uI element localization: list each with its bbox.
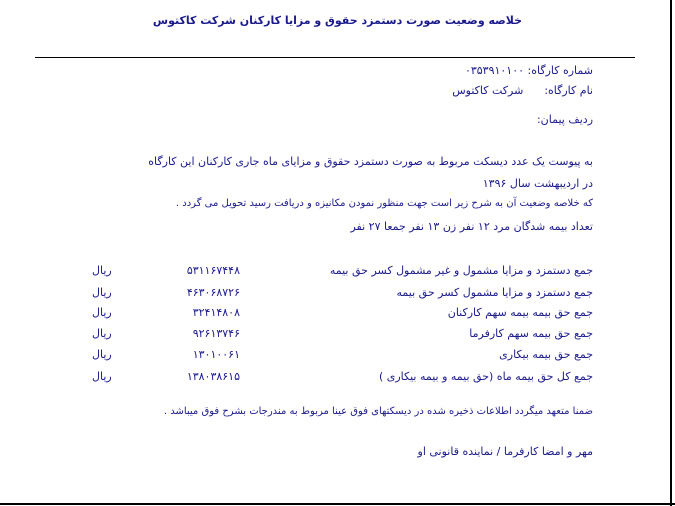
total-label: جمع کل حق بیمه ماه (حق بیمه و بیمه بیکاری ) bbox=[378, 370, 593, 383]
total-label: جمع دستمزد و مزایا مشمول کسر حق بیمه bbox=[396, 286, 593, 299]
total-unit: ریال bbox=[92, 327, 112, 340]
attachment-line-2: در اردیبهشت سال ۱۳۹۶ bbox=[482, 177, 593, 190]
insured-count: تعداد بیمه شدگان مرد ۱۲ نفر زن ۱۳ نفر جمعا ۲۷ نفر bbox=[350, 220, 593, 233]
contract-row-label: ردیف پیمان: bbox=[536, 113, 593, 126]
total-unit: ریال bbox=[92, 286, 112, 299]
total-value: ۱۳۰۱۰۰۶۱ bbox=[192, 348, 240, 361]
total-unit: ریال bbox=[92, 264, 112, 277]
total-value: ۵۳۱۱۶۷۴۴۸ bbox=[186, 264, 240, 277]
total-value: ۱۳۸۰۳۸۶۱۵ bbox=[186, 370, 240, 383]
total-label: جمع دستمزد و مزایا مشمول و غیر مشمول کسر حق بیمه bbox=[329, 264, 593, 277]
workshop-name-label: نام کارگاه: bbox=[544, 84, 593, 97]
total-label: جمع حق بیمه بیکاری bbox=[499, 348, 593, 361]
title-divider bbox=[35, 57, 635, 58]
workshop-name-row bbox=[452, 84, 593, 97]
total-unit: ریال bbox=[92, 370, 112, 383]
total-value: ۴۶۳۰۶۸۷۲۶ bbox=[186, 286, 240, 299]
total-unit: ریال bbox=[92, 306, 112, 319]
document-title: خلاصه وضعیت صورت دستمزد حقوق و مزایا کارکنان شرکت کاکتوس bbox=[152, 14, 523, 27]
commitment-note: ضمنا متعهد میگردد اطلاعات ذخیره شده در دیسکتهای فوق عینا مربوط به مندرجات بشرح فوق میباشد . bbox=[163, 406, 593, 417]
total-label: جمع حق بیمه سهم کارفرما bbox=[469, 327, 593, 340]
total-label: جمع حق بیمه بیمه سهم کارکنان bbox=[447, 306, 593, 319]
page-frame-right bbox=[670, 0, 672, 506]
attachment-line-1: به پیوست یک عدد دیسکت مربوط به صورت دستمزد حقوق و مزایای ماه جاری کارکنان این کارگاه bbox=[148, 155, 593, 168]
workshop-number-label: شماره کارگاه: bbox=[527, 64, 593, 77]
signature-line: مهر و امضا کارفرما / نماینده قانونی او bbox=[417, 445, 593, 458]
total-value: ۳۲۴۱۴۸۰۸ bbox=[192, 306, 240, 319]
workshop-number-value: ۰۳۵۳۹۱۰۱۰۰ bbox=[464, 64, 525, 77]
total-value: ۹۲۶۱۳۷۴۶ bbox=[192, 327, 240, 340]
workshop-name-value: شرکت کاکتوس bbox=[452, 84, 524, 97]
total-unit: ریال bbox=[92, 348, 112, 361]
workshop-number-row bbox=[465, 64, 593, 77]
page-frame-bottom bbox=[0, 503, 675, 505]
summary-note: که خلاصه وضعیت آن به شرح زیر است جهت منظور نمودن مکانیزه و دریافت رسید تحویل می گردد . bbox=[175, 198, 593, 209]
